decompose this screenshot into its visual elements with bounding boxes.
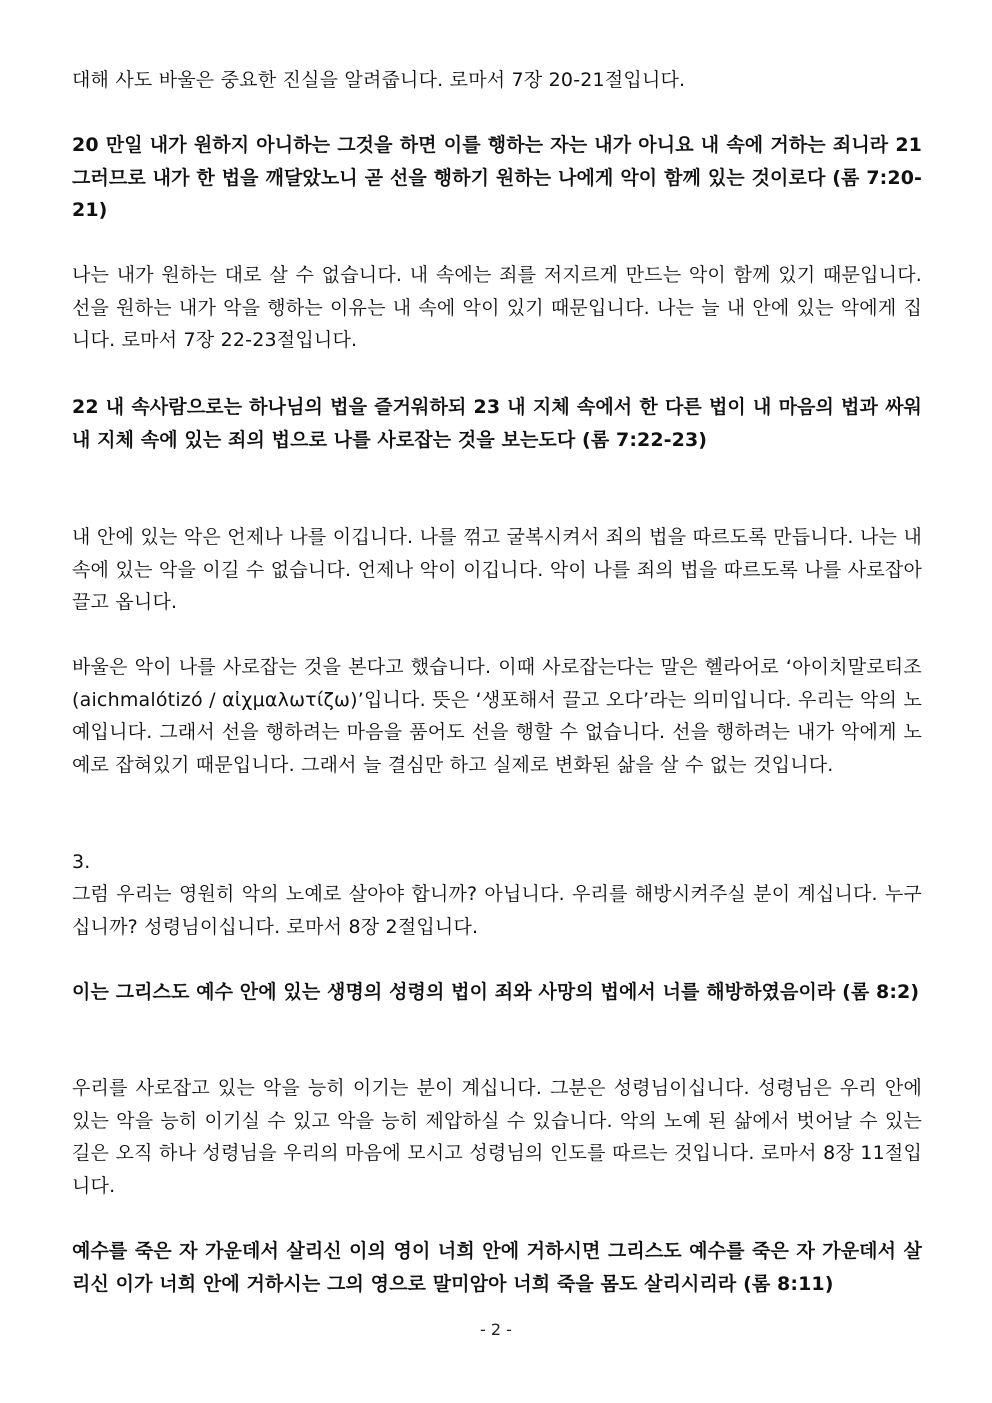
scripture-quote: 22 내 속사람으로는 하나님의 법을 즐거워하되 23 내 지체 속에서 한 다른 법이 내 마음의 법과 싸워 내 지체 속에 있는 죄의 법으로 나를 사로잡는 것을 보는도다 (롬 7:22-23) <box>72 396 922 451</box>
body-paragraph: 대해 사도 바울은 중요한 진실을 알려줍니다. 로마서 7장 20-21절입니다. <box>72 69 686 91</box>
section-number: 3. <box>72 851 91 873</box>
body-paragraph: 그럼 우리는 영원히 악의 노예로 살아야 합니까? 아닙니다. 우리를 해방시켜주실 분이 계십니다. 누구십니까? 성령님이십니다. 로마서 8장 2절입니다. <box>72 883 922 938</box>
page-number: - 2 - <box>480 1320 512 1339</box>
scripture-quote: 이는 그리스도 예수 안에 있는 생명의 성령의 법이 죄와 사망의 법에서 너를 해방하였음이라 (롬 8:2) <box>72 981 920 1003</box>
body-paragraph: 우리를 사로잡고 있는 악을 능히 이기는 분이 계십니다. 그분은 성령님이십니다. 성령님은 우리 안에 있는 악을 능히 이기실 수 있고 악을 능히 제압하실 수 있습니다. 악의 노예 된 삶에서 벗어날 수 있는 길은 오직 하나 성령님을 우리의 마음에 모시고 성령님의 인도를 따르는 것입니다. 로마서 8장 11절입니다. <box>72 1077 922 1197</box>
scripture-quote: 20 만일 내가 원하지 아니하는 그것을 하면 이를 행하는 자는 내가 아니요 내 속에 거하는 죄니라 21 그러므로 내가 한 법을 깨달았노니 곧 선을 행하기 원하는 나에게 악이 함께 있는 것이로다 (롬 7:20-21) <box>72 134 922 221</box>
body-paragraph: 나는 내가 원하는 대로 살 수 없습니다. 내 속에는 죄를 저지르게 만드는 악이 함께 있기 때문입니다. 선을 원하는 내가 악을 행하는 이유는 내 속에 악이 있기 때문입니다. 나는 늘 내 안에 있는 악에게 집니다. 로마서 7장 22-23절입니다. <box>72 264 922 351</box>
body-paragraph: 내 안에 있는 악은 언제나 나를 이깁니다. 나를 꺾고 굴복시켜서 죄의 법을 따르도록 만듭니다. 나는 내 속에 있는 악을 이길 수 없습니다. 언제나 악이 이깁니다. 악이 나를 죄의 법을 따르도록 나를 사로잡아 끌고 옵니다. <box>72 526 922 613</box>
body-paragraph: 바울은 악이 나를 사로잡는 것을 본다고 했습니다. 이때 사로잡는다는 말은 헬라어로 ‘아이치말로티조(aichmalótizó / αἰχμαλωτίζω)’입니다. 뜻은 ‘생포해서 끌고 오다’라는 의미입니다. 우리는 악의 노예입니다. 그래서 선을 행하려는 마음을 품어도 선을 행할 수 없습니다. 선을 행하려는 내가 악에게 노예로 잡혀있기 때문입니다. 그래서 늘 결심만 하고 실제로 변화된 삶을 살 수 없는 것입니다. <box>72 656 922 776</box>
scripture-quote: 예수를 죽은 자 가운데서 살리신 이의 영이 너희 안에 거하시면 그리스도 예수를 죽은 자 가운데서 살리신 이가 너희 안에 거하시는 그의 영으로 말미암아 너희 죽을 몸도 살리시리라 (롬 8:11) <box>72 1240 922 1295</box>
